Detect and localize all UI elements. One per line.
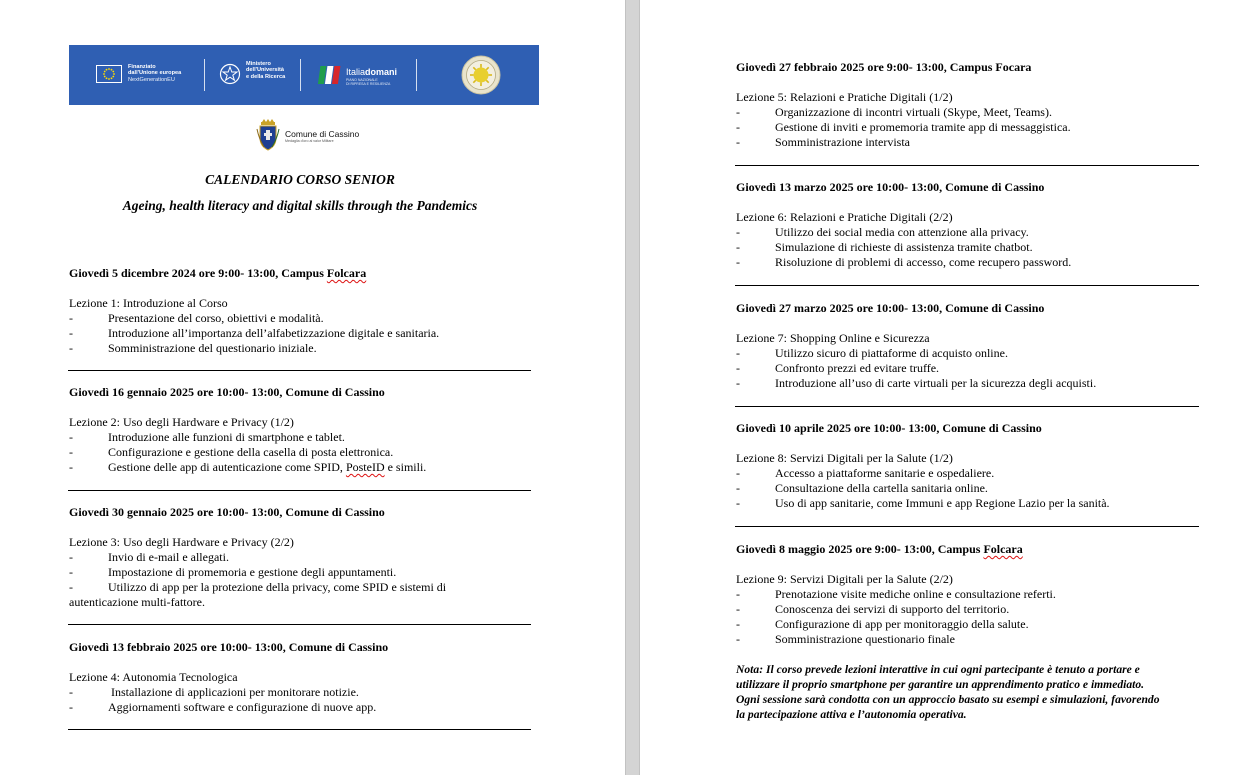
section-divider [68, 729, 531, 730]
banner-divider [204, 59, 205, 91]
list-item: - Utilizzo sicuro di piattaforme di acquisto online. [736, 346, 1008, 360]
lesson-title: Lezione 5: Relazioni e Pratiche Digitali (1/2) [736, 90, 953, 104]
section-divider [68, 370, 531, 371]
lesson-title: Lezione 1: Introduzione al Corso [69, 296, 228, 310]
list-item: - Accesso a piattaforme sanitarie e ospedaliere. [736, 466, 995, 480]
lesson-date-heading: Giovedì 30 gennaio 2025 ore 10:00- 13:00, Comune di Cassino [69, 505, 385, 519]
list-item: - Risoluzione di problemi di accesso, come recupero password. [736, 255, 1072, 269]
lesson-section [736, 542, 1199, 647]
banner-divider [300, 59, 301, 91]
section-divider [68, 490, 531, 491]
course-note: Nota: Il corso prevede lezioni interattive in cui ogni partecipante è tenuto a portare e utilizzare il proprio smartphone per garantire un apprendimento pratico e immediato. Ogni sessione sarà condotta con un approccio basato su esempi e simulazioni, favorendo la partecipazione attiva e l’autonomia operativa. [736, 663, 1160, 721]
list-item: - Organizzazione di incontri virtuali (Skype, Meet, Teams). [736, 105, 1052, 119]
lesson-title: Lezione 7: Shopping Online e Sicurezza [736, 331, 930, 345]
lesson-section [736, 180, 1199, 270]
list-item: - Configurazione e gestione della casella di posta elettronica. [69, 445, 394, 459]
lesson-section [69, 266, 531, 356]
list-item: - Introduzione all’uso di carte virtuali per la sicurezza degli acquisti. [736, 376, 1097, 390]
list-item: - Conoscenza dei servizi di supporto del territorio. [736, 602, 1010, 616]
list-item: - Somministrazione del questionario iniziale. [69, 341, 317, 355]
lesson-title: Lezione 6: Relazioni e Pratiche Digitali (2/2) [736, 210, 953, 224]
list-item: - Invio di e-mail e allegati. [69, 550, 229, 564]
list-item: - Uso di app sanitarie, come Immuni e app Regione Lazio per la sanità. [736, 496, 1110, 510]
list-item: - Confronto prezzi ed evitare truffe. [736, 361, 940, 375]
list-item: - Simulazione di richieste di assistenza tramite chatbot. [736, 240, 1033, 254]
banner-divider [416, 59, 417, 91]
list-item: - Installazione di applicazioni per monitorare notizie. [69, 685, 359, 699]
lesson-title: Lezione 9: Servizi Digitali per la Salute (2/2) [736, 572, 953, 586]
lesson-date-heading: Giovedì 27 febbraio 2025 ore 9:00- 13:00, Campus Focara [736, 60, 1032, 74]
ministry-text: Ministero dell'Università e della Ricerca [246, 61, 286, 80]
lesson-date-heading: Giovedì 10 aprile 2025 ore 10:00- 13:00, Comune di Cassino [736, 421, 1042, 435]
coat-of-arms-icon [256, 119, 280, 151]
lesson-date-heading: Giovedì 13 marzo 2025 ore 10:00- 13:00, Comune di Cassino [736, 180, 1045, 194]
list-item: - Utilizzo di app per la protezione della privacy, come SPID e sistemi di autenticazione multi-fattore. [69, 580, 447, 609]
page-gutter [625, 0, 640, 775]
university-seal-icon [461, 55, 501, 95]
list-item: - Gestione di inviti e promemoria tramite app di messaggistica. [736, 120, 1071, 134]
lesson-section [736, 301, 1199, 391]
document-page-right [640, 0, 1240, 775]
eu-funding-text: Finanziato dall'Unione europea NextGenerationEU [128, 64, 182, 83]
list-item: - Aggiornamenti software e configurazione di nuove app. [69, 700, 377, 714]
document-title: CALENDARIO CORSO SENIOR [205, 172, 395, 187]
lesson-title: Lezione 3: Uso degli Hardware e Privacy (2/2) [69, 535, 294, 549]
list-item: - Prenotazione visite mediche online e consultazione referti. [736, 587, 1056, 601]
list-item: - Consultazione della cartella sanitaria online. [736, 481, 988, 495]
lesson-section [736, 60, 1199, 150]
list-item: - Presentazione del corso, obiettivi e modalità. [69, 311, 324, 325]
lesson-date-heading: Giovedì 16 gennaio 2025 ore 10:00- 13:00, Comune di Cassino [69, 385, 385, 399]
list-item: - Utilizzo dei social media con attenzione alla privacy. [736, 225, 1029, 239]
section-divider [735, 526, 1199, 527]
italian-republic-emblem-icon [219, 63, 241, 85]
funding-banner [69, 45, 539, 105]
lesson-date-heading: Giovedì 5 dicembre 2024 ore 9:00- 13:00, Campus Folcara [69, 266, 367, 280]
section-divider [68, 624, 531, 625]
eu-flag-icon [96, 65, 122, 83]
commune-motto: Medaglia d'oro al valor Militare [285, 139, 334, 143]
italia-domani-logo-icon [318, 62, 344, 88]
lesson-title: Lezione 2: Uso degli Hardware e Privacy (1/2) [69, 415, 294, 429]
list-item: - Introduzione all’importanza dell’alfabetizzazione digitale e sanitaria. [69, 326, 440, 340]
lesson-section [69, 640, 531, 715]
section-divider [735, 285, 1199, 286]
list-item: - Impostazione di promemoria e gestione degli appuntamenti. [69, 565, 397, 579]
section-divider [735, 165, 1199, 166]
lesson-title: Lezione 8: Servizi Digitali per la Salute (1/2) [736, 451, 953, 465]
lesson-title: Lezione 4: Autonomia Tecnologica [69, 670, 238, 684]
document-subtitle: Ageing, health literacy and digital skills through the Pandemics [122, 198, 478, 213]
list-item: - Gestione delle app di autenticazione come SPID, PosteID e simili. [69, 460, 427, 474]
lesson-date-heading: Giovedì 27 marzo 2025 ore 10:00- 13:00, Comune di Cassino [736, 301, 1045, 315]
list-item: - Configurazione di app per monitoraggio della salute. [736, 617, 1029, 631]
lesson-section [736, 421, 1199, 511]
italia-domani-subtitle: PIANO NAZIONALE DI RIPRESA E RESILIENZA [346, 78, 391, 86]
section-divider [735, 406, 1199, 407]
lesson-date-heading: Giovedì 13 febbraio 2025 ore 10:00- 13:00, Comune di Cassino [69, 640, 389, 654]
lesson-section [69, 505, 531, 610]
lesson-date-heading: Giovedì 8 maggio 2025 ore 9:00- 13:00, Campus Folcara [736, 542, 1023, 556]
list-item: - Somministrazione questionario finale [736, 632, 955, 646]
italia-domani-name: Italiadomani [346, 67, 398, 77]
list-item: - Somministrazione intervista [736, 135, 910, 149]
lesson-section [69, 385, 531, 475]
commune-name: Comune di Cassino [285, 129, 360, 139]
list-item: - Introduzione alle funzioni di smartphone e tablet. [69, 430, 345, 444]
